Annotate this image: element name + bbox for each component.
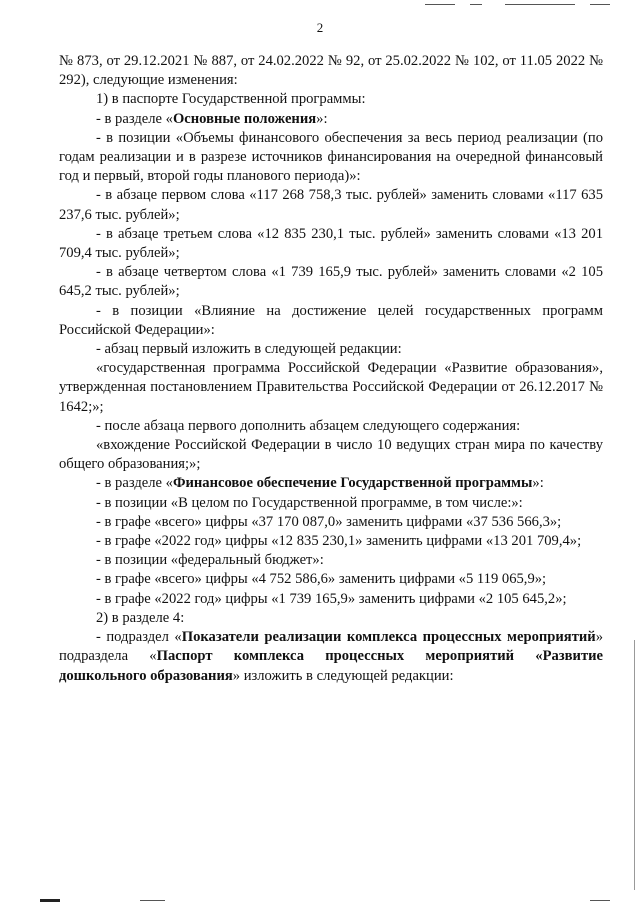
text-run: - в абзаце первом слова «117 268 758,3 тыс. рублей» заменить словами «117 635 237,6 тыс. рублей»; xyxy=(59,187,603,223)
text-run: - в графе «2022 год» цифры «12 835 230,1» заменить цифрами «13 201 709,4»; xyxy=(96,533,582,550)
text-run: № 873, от 29.12.2021 № 887, от 24.02.2022 № 92, от 25.02.2022 № 102, от 11.05 2022 № 292), следующие изменения: xyxy=(59,53,603,89)
scan-artifact xyxy=(590,4,610,5)
text-run: - в позиции «Влияние на достижение целей государственных программ Российской Федерации»: xyxy=(59,302,603,338)
paragraph-p09 xyxy=(59,340,603,359)
scan-artifact xyxy=(40,899,60,902)
text-run: - в абзаце третьем слова «12 835 230,1 тыс. рублей» заменить словами «13 201 709,4 тыс. рублей»; xyxy=(59,225,603,262)
paragraph-p14 xyxy=(59,494,603,513)
text-run: - в разделе « xyxy=(96,475,173,492)
page-number: 2 xyxy=(316,20,324,35)
bold-text: Основные положения xyxy=(172,110,317,127)
scan-artifact xyxy=(634,640,635,890)
paragraph-p04 xyxy=(59,129,603,187)
text-run: - в разделе « xyxy=(96,110,173,127)
text-run: » изложить в следующей редакции: xyxy=(232,667,454,684)
paragraph-p10 xyxy=(59,359,603,417)
text-run: » подраздела « xyxy=(59,629,603,665)
text-run: 1) в паспорте Государственной программы: xyxy=(96,91,366,108)
paragraph-p07 xyxy=(59,263,603,301)
bold-text: Паспорт комплекса процессных мероприятий «Развитие дошкольного образования xyxy=(59,648,603,684)
paragraph-p12 xyxy=(59,436,603,474)
scan-artifact xyxy=(470,4,482,5)
bold-text: Финансовое обеспечение Государственной программы xyxy=(172,475,533,492)
scan-artifact xyxy=(140,900,165,901)
text-run: - после абзаца первого дополнить абзацем следующего содержания: xyxy=(96,417,521,434)
paragraph-p11 xyxy=(59,417,603,436)
text-run: »: xyxy=(532,475,544,492)
text-run: «государственная программа Российской Федерации «Развитие образования», утвержденная постановлением Правительства Российской Федерации от 26.12.2017 № 1642;»; xyxy=(59,360,603,415)
paragraph-p15 xyxy=(59,513,603,532)
text-run: - в позиции «В целом по Государственной программе, в том числе:»: xyxy=(96,494,523,511)
paragraph-p20 xyxy=(59,609,603,628)
scan-artifact xyxy=(590,900,610,901)
paragraph-p06 xyxy=(59,225,603,263)
text-run: - в абзаце четвертом слова «1 739 165,9 тыс. рублей» заменить словами «2 105 645,2 тыс. рублей»; xyxy=(59,264,603,300)
paragraph-p05 xyxy=(59,186,603,224)
paragraph-p18 xyxy=(59,570,603,589)
paragraph-p01 xyxy=(59,52,603,90)
bold-text: Показатели реализации комплекса процессных мероприятий xyxy=(181,629,596,646)
text-run: - в графе «2022 год» цифры «1 739 165,9» заменить цифрами «2 105 645,2»; xyxy=(96,590,567,607)
scan-artifact xyxy=(505,4,575,5)
paragraph-p21 xyxy=(59,628,603,686)
text-run: 2) в разделе 4: xyxy=(96,609,185,626)
scan-artifact xyxy=(425,4,455,5)
text-run: - подраздел « xyxy=(96,629,182,646)
text-run: - абзац первый изложить в следующей редакции: xyxy=(96,341,402,358)
document-body xyxy=(59,52,603,686)
paragraph-p16 xyxy=(59,532,603,551)
text-run: - в позиции «федеральный бюджет»: xyxy=(96,552,324,569)
paragraph-p19 xyxy=(59,590,603,609)
text-run: «вхождение Российской Федерации в число 10 ведущих стран мира по качеству общего образования;»; xyxy=(59,437,603,473)
paragraph-p08 xyxy=(59,302,603,340)
text-run: - в позиции «Объемы финансового обеспечения за весь период реализации (по годам реализации и в разрезе источников финансирования на очередной финансовый год и первый, второй годы планового периода)»: xyxy=(59,129,603,185)
paragraph-p02 xyxy=(59,90,603,109)
text-run: - в графе «всего» цифры «37 170 087,0» заменить цифрами «37 536 566,3»; xyxy=(96,513,562,530)
text-run: - в графе «всего» цифры «4 752 586,6» заменить цифрами «5 119 065,9»; xyxy=(96,571,547,588)
text-run: »: xyxy=(316,110,328,127)
paragraph-p13 xyxy=(59,474,603,493)
paragraph-p03 xyxy=(59,110,603,129)
paragraph-p17 xyxy=(59,551,603,570)
